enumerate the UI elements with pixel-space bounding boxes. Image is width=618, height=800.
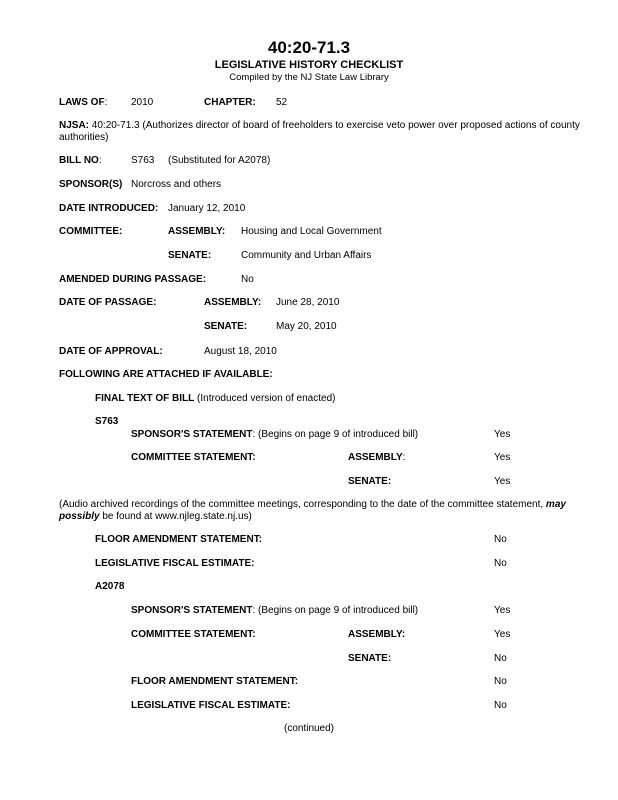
s763-sponsor-note: : (Begins on page 9 of introduced bill)	[252, 429, 419, 440]
a2078-sponsor-value: Yes	[494, 605, 511, 616]
a2078-senate-value: No	[494, 653, 507, 664]
s763-floor-value: No	[494, 534, 507, 545]
a2078-sponsor-label: SPONSOR'S STATEMENT	[131, 605, 253, 616]
a2078-floor-label: FLOOR AMENDMENT STATEMENT:	[131, 676, 299, 687]
sponsors-label: SPONSOR(S)	[59, 179, 123, 190]
laws-of-label: LAWS OF	[59, 97, 105, 108]
audio-note-emphasis: may possibly	[59, 499, 566, 522]
laws-of-colon: :	[104, 97, 108, 108]
s763-floor-label: FLOOR AMENDMENT STATEMENT:	[95, 534, 263, 545]
committee-senate-value: Community and Urban Affairs	[241, 250, 372, 261]
date-introduced-value: January 12, 2010	[168, 203, 246, 214]
sponsors-value: Norcross and others	[131, 179, 222, 190]
a2078-assembly-value: Yes	[494, 629, 511, 640]
chapter-label: CHAPTER:	[204, 97, 256, 108]
s763-sponsor-value: Yes	[494, 429, 511, 440]
chapter-value: 52	[276, 97, 288, 108]
s763-fiscal-label: LEGISLATIVE FISCAL ESTIMATE:	[95, 558, 255, 569]
audio-note-before: (Audio archived recordings of the committee meetings, corresponding to the date of the committee statement,	[59, 499, 546, 510]
checklist-title: LEGISLATIVE HISTORY CHECKLIST	[214, 59, 404, 71]
passage-assembly-value: June 28, 2010	[276, 297, 340, 308]
passage-label: DATE OF PASSAGE:	[59, 297, 157, 308]
amended-value: No	[241, 274, 254, 285]
amended-label: AMENDED DURING PASSAGE:	[59, 274, 207, 285]
passage-senate-value: May 20, 2010	[276, 321, 337, 332]
a2078-fiscal-label: LEGISLATIVE FISCAL ESTIMATE:	[131, 700, 291, 711]
approval-value: August 18, 2010	[204, 346, 277, 357]
committee-assembly-label: ASSEMBLY:	[168, 226, 226, 237]
s763-committee-label: COMMITTEE STATEMENT:	[131, 452, 256, 463]
date-introduced-label: DATE INTRODUCED:	[59, 203, 159, 214]
s763-assembly-colon: :	[402, 452, 406, 463]
approval-label: DATE OF APPROVAL:	[59, 346, 163, 357]
s763-senate-label: SENATE:	[348, 476, 392, 487]
committee-label: COMMITTEE:	[59, 226, 123, 237]
njsa-row	[59, 120, 589, 144]
s763-heading: S763	[95, 416, 119, 427]
a2078-senate-label: SENATE:	[348, 653, 392, 664]
a2078-heading: A2078	[95, 581, 125, 592]
s763-senate-value: Yes	[494, 476, 511, 487]
law-number-title: 40:20-71.3	[267, 38, 351, 57]
s763-sponsor-row	[131, 429, 418, 440]
a2078-sponsor-note: : (Begins on page 9 of introduced bill)	[252, 605, 419, 616]
committee-assembly-value: Housing and Local Government	[241, 226, 382, 237]
audio-note	[59, 499, 604, 523]
committee-senate-label: SENATE:	[168, 250, 212, 261]
final-text-label: FINAL TEXT OF BILL	[95, 393, 195, 404]
s763-assembly-row	[348, 452, 405, 463]
audio-note-after: be found at www.njleg.state.nj.us)	[99, 511, 252, 522]
bill-no-row	[59, 155, 102, 166]
passage-assembly-label: ASSEMBLY:	[204, 297, 262, 308]
a2078-floor-value: No	[494, 676, 507, 687]
passage-senate-label: SENATE:	[204, 321, 248, 332]
s763-fiscal-value: No	[494, 558, 507, 569]
njsa-label: NJSA:	[59, 120, 90, 131]
bill-no-value: S763	[131, 155, 155, 166]
a2078-fiscal-value: No	[494, 700, 507, 711]
bill-no-label: BILL NO	[59, 155, 99, 166]
following-heading: FOLLOWING ARE ATTACHED IF AVAILABLE:	[59, 369, 273, 380]
continued-note: (continued)	[283, 723, 335, 734]
s763-assembly-value: Yes	[494, 452, 511, 463]
final-text-row	[95, 393, 335, 404]
bill-no-note: (Substituted for A2078)	[168, 155, 271, 166]
a2078-assembly-label: ASSEMBLY:	[348, 629, 406, 640]
s763-assembly-label: ASSEMBLY	[348, 452, 403, 463]
compiled-by: Compiled by the NJ State Law Library	[229, 72, 389, 83]
s763-sponsor-label: SPONSOR'S STATEMENT	[131, 429, 253, 440]
final-text-note: (Introduced version of enacted)	[194, 393, 336, 404]
laws-of-value: 2010	[131, 97, 154, 108]
njsa-value: 40:20-71.3 (Authorizes director of board of freeholders to exercise veto power over proposed actions of county authorities)	[59, 120, 580, 143]
bill-no-colon: :	[98, 155, 102, 166]
a2078-sponsor-row	[131, 605, 418, 616]
a2078-committee-label: COMMITTEE STATEMENT:	[131, 629, 256, 640]
laws-of-row	[59, 97, 107, 108]
